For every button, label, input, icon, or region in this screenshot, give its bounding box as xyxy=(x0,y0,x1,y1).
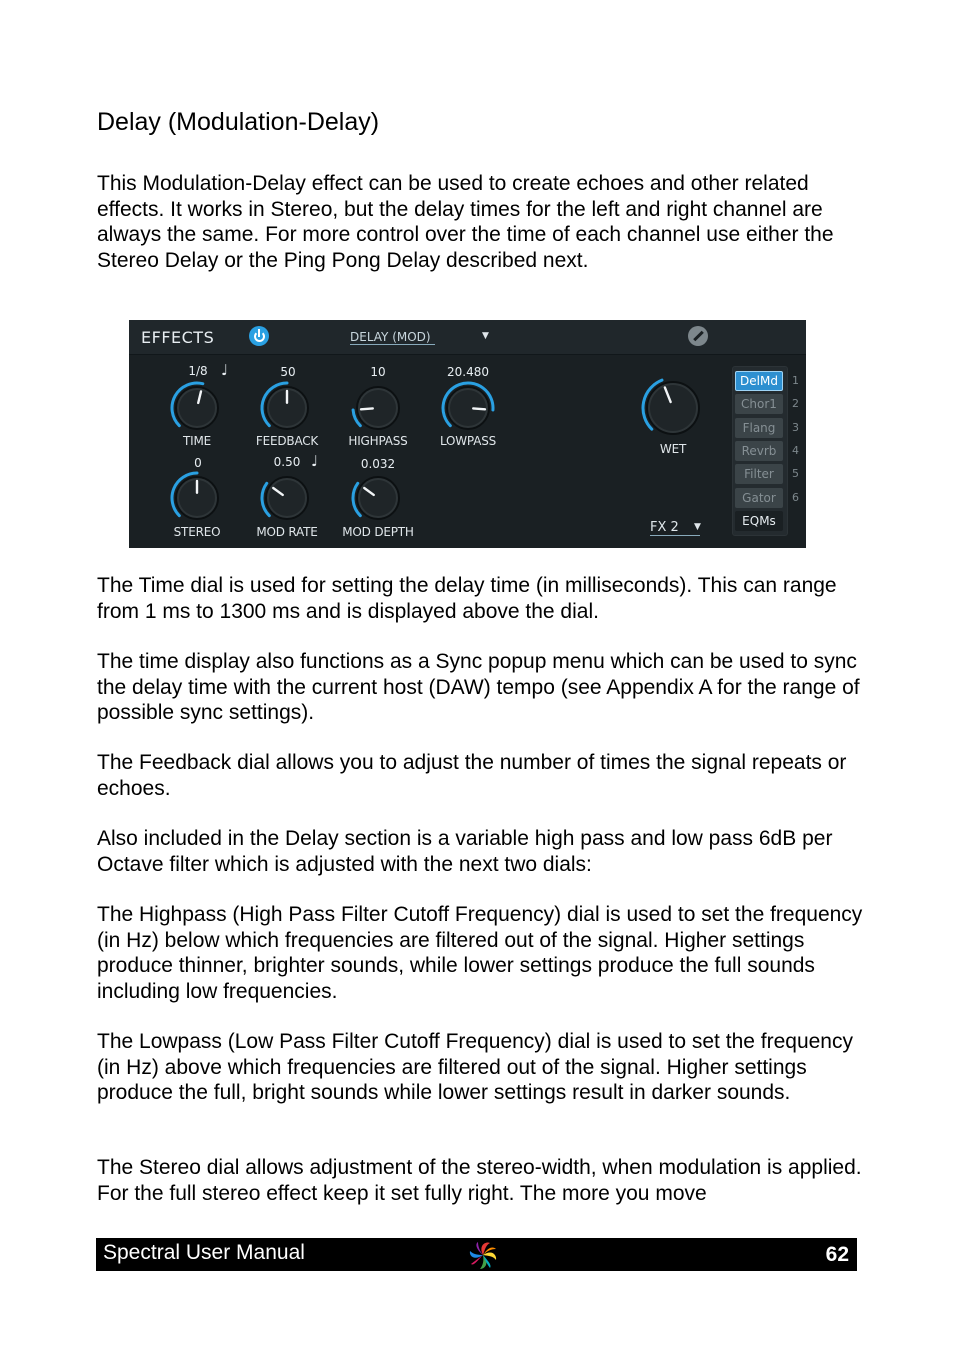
effect-slot-filter[interactable]: Filter xyxy=(735,464,783,484)
effect-slot-number: 1 xyxy=(792,374,799,387)
music-note-icon[interactable]: ♩ xyxy=(221,361,229,379)
mod-rate-value[interactable]: 0.50 xyxy=(273,455,301,469)
feedback-knob[interactable] xyxy=(259,380,315,436)
music-note-icon[interactable]: ♩ xyxy=(311,452,319,470)
effect-slot-number: 3 xyxy=(792,420,799,434)
paragraph-time: The Time dial is used for setting the delay time (in milliseconds). This can range from 1 ms to 1300 ms and is displayed above the dial. xyxy=(97,574,837,623)
output-dropdown[interactable]: FX 2 xyxy=(650,520,700,536)
mod_rate-knob-face xyxy=(269,480,305,516)
paragraph-filters: Also included in the Delay section is a variable high pass and low pass 6dB per Octave filter which is adjusted with the next two dials: xyxy=(97,827,833,876)
chevron-down-icon[interactable]: ▼ xyxy=(482,331,489,341)
stereo-value[interactable]: 0 xyxy=(194,456,202,470)
mod-rate-label: MOD RATE xyxy=(256,525,318,539)
mod-depth-value[interactable]: 0.032 xyxy=(360,457,396,471)
wet-knob-face xyxy=(650,385,696,431)
paragraph-lowpass: The Lowpass (Low Pass Filter Cutoff Frequency) dial is used to set the frequency (in Hz) above which frequencies are filtered out of the signal. Higher settings produce the full, bright sounds while lower settings result in darker sounds. xyxy=(97,1030,853,1104)
effect-slot-number: 4 xyxy=(792,443,799,457)
effect-slot-number: 6 xyxy=(792,490,799,504)
highpass-label: HIGHPASS xyxy=(348,434,408,448)
mod-depth-knob[interactable] xyxy=(350,470,406,526)
paragraph-sync: The time display also functions as a Sync popup menu which can be used to sync the delay time with the current host (DAW) tempo (see Appendix A for the range of possible sync settings). xyxy=(97,650,860,724)
highpass-knob-pointer xyxy=(361,408,373,409)
feedback-label: FEEDBACK xyxy=(255,434,319,448)
effect-slot-number: 5 xyxy=(792,467,799,481)
lowpass-value[interactable]: 20.480 xyxy=(447,365,489,379)
effect-slot-gator[interactable]: Gator xyxy=(735,488,783,508)
mod-depth-label: MOD DEPTH xyxy=(342,525,414,539)
time-value[interactable]: 1/8 xyxy=(188,364,208,378)
page-number: 62 xyxy=(825,1243,849,1266)
effect-slot-delmd[interactable]: DelMd xyxy=(735,371,783,391)
time-knob-face xyxy=(179,390,215,426)
effect-slot-revrb[interactable]: Revrb xyxy=(735,441,783,461)
wrench-icon[interactable] xyxy=(688,326,708,346)
footer-bar xyxy=(96,1238,857,1271)
mod_depth-knob-face xyxy=(360,480,396,516)
wet-knob[interactable] xyxy=(640,375,706,441)
page-heading: Delay (Modulation-Delay) xyxy=(97,108,380,136)
time-label: TIME xyxy=(182,434,211,448)
paragraph-intro: This Modulation-Delay effect can be used to create echoes and other related effects. It works in Stereo, but the delay times for the left and right channel are always the same. For more control over the time of each channel use either the Stereo Delay or the Ping Pong Delay described next. xyxy=(97,172,834,272)
lowpass-knob[interactable] xyxy=(440,380,496,436)
effect-slot-chor1[interactable]: Chor1 xyxy=(735,394,783,414)
spectral-logo-icon xyxy=(466,1239,500,1271)
effects-panel-header xyxy=(129,320,806,355)
footer-title: Spectral User Manual xyxy=(103,1241,305,1264)
power-icon[interactable] xyxy=(249,326,269,346)
paragraph-feedback: The Feedback dial allows you to adjust the number of times the signal repeats or echoes. xyxy=(97,751,847,800)
stereo-knob[interactable] xyxy=(169,470,225,526)
effect-slot-flang[interactable]: Flang xyxy=(735,418,783,438)
wet-label: WET xyxy=(659,442,687,456)
paragraph-highpass: The Highpass (High Pass Filter Cutoff Frequency) dial is used to set the frequency (in Hz) below which frequencies are filtered out of the signal. Higher settings produce thinner, brighter sounds, while lower settings produce the full sounds including low frequencies. xyxy=(97,903,863,1003)
highpass-knob[interactable] xyxy=(350,380,406,436)
paragraph-stereo: The Stereo dial allows adjustment of the stereo-width, when modulation is applied. For the full stereo effect keep it set fully right. The more you move xyxy=(97,1156,862,1205)
effect-type-dropdown[interactable]: DELAY (MOD) xyxy=(350,330,435,345)
chevron-down-icon[interactable]: ▼ xyxy=(694,522,701,532)
lowpass-knob-pointer xyxy=(473,408,485,409)
effects-panel xyxy=(129,320,806,548)
lowpass-label: LOWPASS xyxy=(439,434,497,448)
effects-title: EFFECTS xyxy=(141,328,215,347)
feedback-value[interactable]: 50 xyxy=(280,365,296,379)
highpass-value[interactable]: 10 xyxy=(370,365,386,379)
mod-rate-knob[interactable] xyxy=(259,470,315,526)
effect-slot-eqms[interactable]: EQMs xyxy=(735,511,783,531)
effect-slot-number: 2 xyxy=(792,397,799,411)
time-knob[interactable] xyxy=(169,380,225,436)
stereo-label: STEREO xyxy=(173,525,221,539)
